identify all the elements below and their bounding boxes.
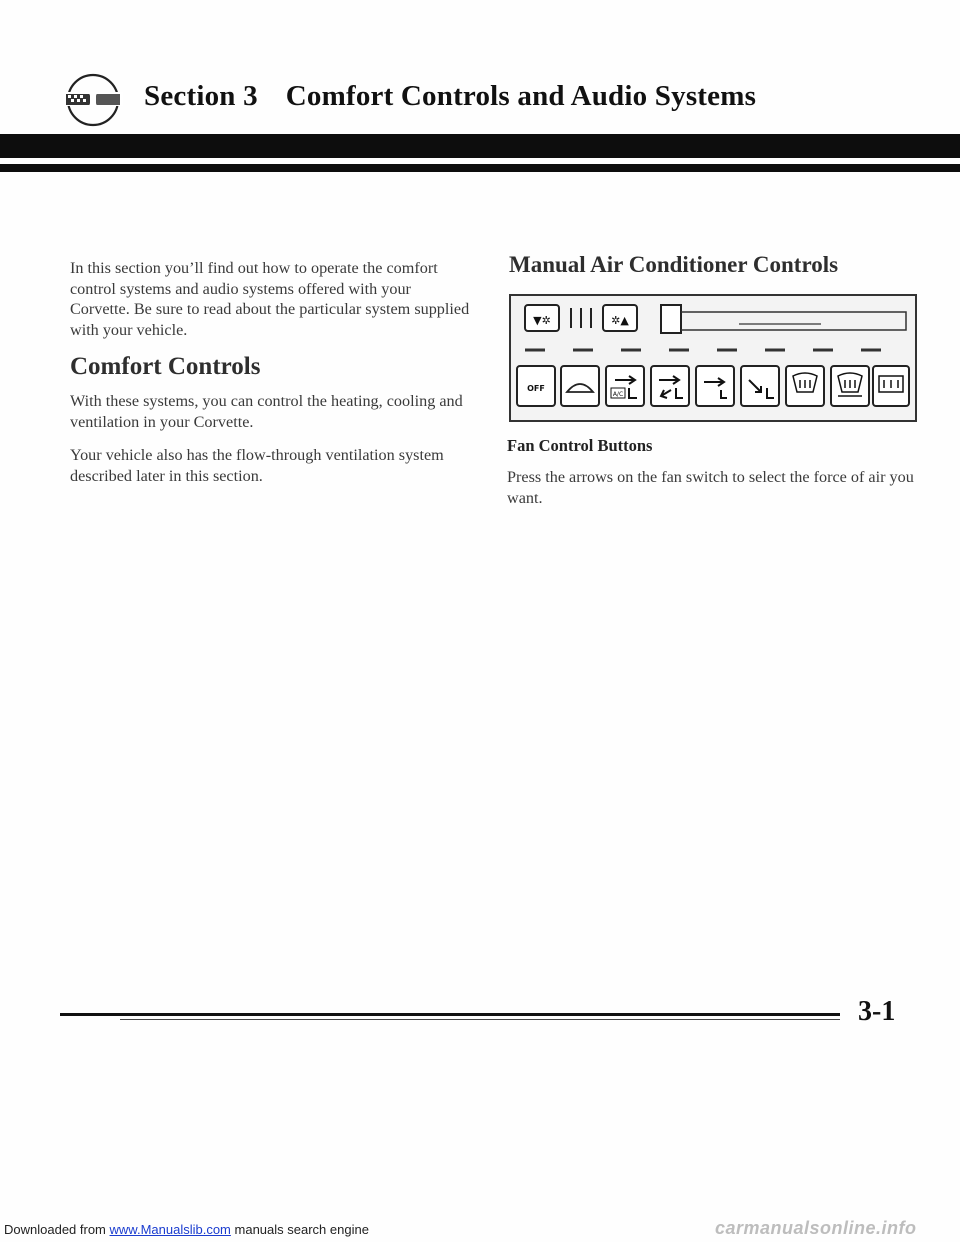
section-title: Comfort Controls and Audio Systems: [285, 80, 757, 112]
comfort-paragraph-1: With these systems, you can control the heating, cooling and ventilation in your Corvette.: [70, 392, 463, 431]
header-rule-thin: [0, 164, 960, 172]
site-watermark: carmanualsonline.info: [715, 1218, 917, 1238]
download-prefix: Downloaded from: [4, 1222, 106, 1237]
download-banner: [4, 1222, 369, 1237]
comfort-controls-heading: Comfort Controls: [70, 353, 261, 380]
svg-text:▼✲: ▼✲: [533, 314, 551, 327]
footer-rule-thin: [120, 1019, 840, 1020]
page-number: 3-1: [858, 996, 896, 1027]
off-button: OFF: [527, 384, 545, 393]
right-column: [507, 252, 927, 521]
ac-control-panel-illustration: [509, 294, 917, 422]
temperature-slider-knob: [661, 305, 681, 333]
section-number: Section 3: [144, 80, 258, 112]
comfort-paragraph-2: Your vehicle also has the flow-through ventilation system described later in this section.: [70, 446, 444, 485]
svg-text:✲▲: ✲▲: [611, 314, 629, 327]
corvette-crossed-flags-icon: [60, 72, 126, 128]
svg-text:A/C: A/C: [612, 391, 624, 398]
fan-control-caption: Fan Control Buttons: [507, 436, 653, 455]
section-heading: [144, 80, 756, 113]
intro-paragraph: In this section you’ll find out how to operate the comfort control systems and audio systems offered with your Corvette. Be sure to read about the particular system supplied with your vehicle.: [70, 259, 470, 339]
ac-controls-heading: Manual Air Conditioner Controls: [509, 252, 839, 277]
left-column: [70, 258, 470, 499]
header-rule-thick: [0, 134, 960, 158]
ac-panel-drawing: [511, 296, 915, 420]
manualslib-link[interactable]: www.Manualslib.com: [109, 1222, 231, 1237]
fan-control-text: Press the arrows on the fan switch to select the force of air you want.: [507, 468, 914, 507]
download-suffix: manuals search engine: [234, 1222, 369, 1237]
footer-rule-thick: [60, 1013, 840, 1016]
